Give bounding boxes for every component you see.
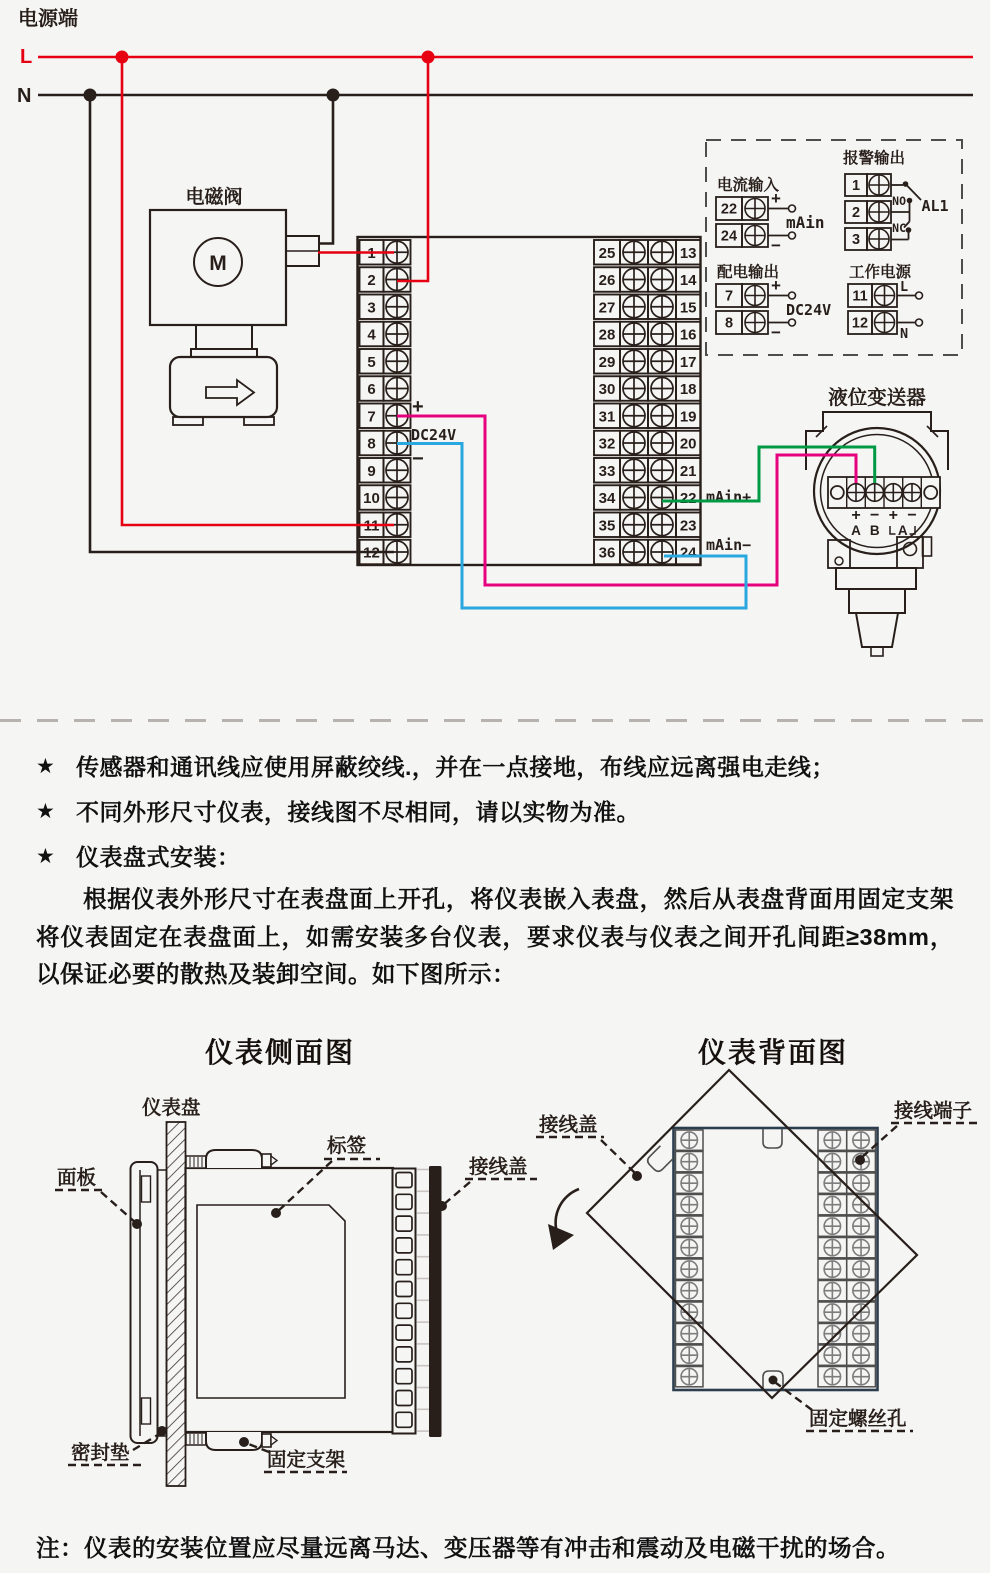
leader-dot — [271, 1208, 281, 1218]
terminal-number: 17 — [679, 353, 697, 371]
terminal-number: 8 — [724, 315, 734, 332]
screw-icon — [623, 378, 645, 400]
screw-icon — [824, 1347, 840, 1363]
screw-icon — [853, 1368, 869, 1384]
back-wire-cover-label: 接线盖 — [539, 1114, 598, 1136]
main-minus-label: mAin− — [706, 536, 752, 554]
po-label: DC24V — [786, 301, 832, 319]
transmitter-label: 液位变送器 — [828, 387, 926, 409]
screw-icon — [875, 286, 895, 306]
screw-icon — [386, 459, 408, 481]
screw-icon — [824, 1239, 840, 1255]
screw-icon — [651, 405, 673, 427]
terminal-number: 15 — [679, 299, 697, 317]
screw-icon — [651, 541, 673, 563]
note-text: 不同外形尺寸仪表，接线图不尽相同，请以实物为准。 — [76, 799, 640, 825]
io-panel — [706, 140, 962, 355]
back-terminal-label: 接线端子 — [894, 1100, 973, 1122]
terminal-number: 32 — [598, 435, 616, 453]
screw-icon — [623, 241, 645, 263]
current-input-group — [716, 175, 825, 255]
motor-label: M — [209, 252, 227, 275]
terminal-number: 8 — [367, 435, 376, 453]
terminal-number: 5 — [367, 353, 376, 371]
terminal-number: 11 — [852, 288, 868, 305]
terminal-number: 25 — [598, 244, 616, 262]
screw-icon — [681, 1261, 697, 1277]
screw-icon — [623, 514, 645, 536]
install-diagrams — [0, 1020, 990, 1520]
screw-icon — [853, 1304, 869, 1320]
screw-icon — [824, 1132, 840, 1148]
panel-board — [167, 1122, 186, 1486]
terminal-number: 20 — [679, 435, 697, 453]
star-icon: ★ — [36, 845, 55, 868]
work-power-title: 工作电源 — [849, 264, 912, 281]
screw-icon — [853, 1239, 869, 1255]
screw-icon — [651, 459, 673, 481]
terminal-number: 34 — [598, 490, 616, 507]
polarity: + — [851, 507, 861, 524]
terminal-number: 21 — [679, 462, 697, 480]
ci-label: mAin — [786, 213, 825, 232]
line-n-label: N — [17, 85, 32, 107]
screw-hole-label: 固定螺丝孔 — [809, 1408, 907, 1430]
ci-minus: − — [771, 236, 781, 255]
screw-icon — [853, 1175, 869, 1191]
gasket-label: 密封垫 — [71, 1442, 130, 1464]
screw-icon — [386, 487, 408, 509]
wp-l: L — [900, 279, 909, 295]
rotate-arrowhead-icon — [548, 1224, 574, 1250]
screw-icon — [681, 1368, 697, 1384]
star-icon: ★ — [36, 800, 55, 823]
terminal-number: 7 — [367, 408, 376, 426]
work-power-group — [848, 262, 923, 342]
power-rails — [17, 6, 973, 107]
screw-icon — [875, 313, 895, 333]
side-view-title: 仪表侧面图 — [204, 1038, 355, 1069]
screw-icon — [681, 1153, 697, 1169]
screw-icon — [853, 1218, 869, 1234]
terminal-number: 31 — [598, 408, 616, 426]
terminal-number: 29 — [598, 353, 616, 371]
screw-icon — [623, 296, 645, 318]
back-view-title: 仪表背面图 — [697, 1038, 848, 1069]
level-transmitter — [806, 386, 948, 656]
instrument-case — [186, 1168, 394, 1432]
wire-cover-label: 接线盖 — [469, 1156, 528, 1178]
panel-board-label: 仪表盘 — [142, 1097, 201, 1119]
notes-section — [36, 752, 966, 872]
screw-icon — [386, 378, 408, 400]
screw-icon — [885, 484, 903, 502]
leader-dot — [157, 1426, 167, 1436]
screw-icon — [623, 323, 645, 345]
screw-icon — [651, 378, 673, 400]
screw-icon — [651, 323, 673, 345]
screw-icon — [745, 199, 765, 219]
install-paragraph: 根据仪表外形尺寸在表盘面上开孔，将仪表嵌入表盘，然后从表盘背面用固定支架将仪表固定在表盘面上，如需安装多台仪表，要求仪表与仪表之间开孔间距≥38mm，以保证必要的散热及装卸空间。如下图所示： — [36, 886, 954, 987]
alarm-nc: NC — [892, 221, 906, 235]
screw-icon — [623, 459, 645, 481]
terminal-b: B — [869, 523, 880, 538]
alarm-output-group — [843, 148, 949, 250]
front-panel-label: 面板 — [57, 1167, 97, 1189]
screw-icon — [824, 1282, 840, 1298]
screw-icon — [869, 175, 889, 195]
screw-icon — [651, 296, 673, 318]
screw-icon — [853, 1325, 869, 1341]
gasket — [158, 1170, 167, 1436]
note-item — [36, 752, 966, 782]
dc-label: DC24V — [411, 426, 457, 444]
screw-icon — [866, 484, 884, 502]
screw-icon — [853, 1347, 869, 1363]
terminal-number: 12 — [851, 315, 869, 332]
power-output-group — [716, 262, 831, 342]
power-title: 电源端 — [18, 8, 78, 30]
screw-icon — [681, 1325, 697, 1341]
wiring-diagram — [0, 0, 990, 730]
screw-icon — [681, 1282, 697, 1298]
terminal-number: 33 — [598, 462, 616, 480]
screw-icon — [651, 241, 673, 263]
terminal-number: 3 — [851, 232, 861, 248]
screw-icon — [681, 1175, 697, 1191]
screw-icon — [824, 1218, 840, 1234]
main-plus-label: mAin+ — [706, 488, 752, 506]
top-bracket — [186, 1150, 277, 1168]
screw-icon — [651, 487, 673, 509]
terminal-number: 19 — [679, 408, 697, 426]
screw-icon — [869, 202, 889, 222]
terminal-number: 2 — [851, 205, 861, 221]
note-item — [36, 797, 966, 827]
screw-icon — [623, 487, 645, 509]
screw-icon — [386, 350, 408, 372]
bracket-label: 固定支架 — [267, 1449, 346, 1471]
polarity: − — [870, 507, 880, 524]
side-view — [55, 1096, 537, 1486]
terminal-number: 26 — [598, 272, 616, 289]
solenoid-valve — [150, 185, 319, 425]
screw-icon — [824, 1261, 840, 1277]
screw-icon — [623, 350, 645, 372]
alarm-name: AL1 — [921, 197, 949, 215]
screw-icon — [386, 323, 408, 345]
note-item — [36, 842, 966, 872]
bottom-bracket — [186, 1432, 277, 1450]
screw-icon — [623, 269, 645, 291]
terminal-number: 30 — [598, 381, 616, 398]
terminal-number: 24 — [679, 544, 697, 562]
screw-icon — [824, 1196, 840, 1212]
screw-icon — [651, 350, 673, 372]
alarm-title: 报警输出 — [843, 150, 906, 167]
polarity: − — [907, 507, 917, 524]
terminal-number: 2 — [367, 272, 376, 289]
polarity: + — [888, 507, 898, 524]
screw-icon — [681, 1196, 697, 1212]
terminal-number: 6 — [367, 381, 376, 398]
terminal-number: 12 — [363, 544, 380, 562]
terminal-number: 35 — [598, 517, 616, 535]
screw-icon — [745, 313, 765, 333]
leader-dot — [632, 1171, 642, 1181]
screw-icon — [853, 1282, 869, 1298]
terminal-number: 24 — [720, 228, 738, 245]
note-text: 传感器和通讯线应使用屏蔽绞线.，并在一点接地，布线应远离强电走线； — [76, 754, 835, 780]
terminal-number: 1 — [367, 244, 376, 262]
terminal-number: 10 — [363, 490, 380, 507]
dc-minus: − — [412, 448, 424, 470]
terminal-number: 3 — [367, 299, 376, 317]
screw-icon — [745, 286, 765, 306]
terminal-number: 27 — [598, 299, 616, 317]
front-panel — [131, 1162, 158, 1443]
leader-dot — [239, 1437, 249, 1447]
screw-icon — [386, 269, 408, 291]
terminal-number: 22 — [679, 490, 697, 507]
loop-label: A — [897, 523, 908, 538]
line-l-label: L — [20, 46, 33, 68]
dc-plus: + — [412, 396, 424, 418]
footer-note: 注：仪表的安装位置应尽量远离马达、变压器等有冲击和震动及电磁干扰的场合。 — [36, 1535, 900, 1561]
power-output-title: 配电输出 — [717, 264, 780, 281]
terminal-number: 22 — [720, 201, 738, 218]
terminal-number: 18 — [679, 381, 697, 398]
screw-icon — [681, 1239, 697, 1255]
screw-icon — [847, 484, 865, 502]
terminal-number: 36 — [598, 544, 616, 562]
alarm-no: NO — [892, 194, 906, 208]
ci-plus: + — [771, 189, 781, 208]
screw-icon — [853, 1132, 869, 1148]
back-view — [536, 1070, 977, 1431]
terminal-number: 28 — [598, 326, 616, 344]
terminal-number: 14 — [679, 272, 697, 289]
screw-icon — [651, 269, 673, 291]
screw-icon — [903, 484, 921, 502]
screw-icon — [651, 432, 673, 454]
screw-icon — [623, 541, 645, 563]
flow-arrow-icon — [206, 380, 254, 405]
star-icon: ★ — [36, 755, 55, 778]
screw-icon — [651, 514, 673, 536]
wp-n: N — [900, 326, 909, 342]
po-minus: − — [771, 323, 781, 342]
current-input-title: 电流输入 — [717, 177, 780, 194]
po-plus: + — [771, 276, 781, 295]
solenoid-label: 电磁阀 — [185, 187, 243, 208]
screw-icon — [869, 229, 889, 249]
section-divider — [0, 719, 990, 722]
screw-icon — [623, 405, 645, 427]
screw-icon — [824, 1368, 840, 1384]
terminal-a: A — [851, 523, 861, 538]
tag-label: 标签 — [327, 1135, 367, 1157]
screw-icon — [681, 1218, 697, 1234]
screw-icon — [386, 296, 408, 318]
screw-icon — [681, 1132, 697, 1148]
leader-dot — [437, 1201, 447, 1211]
screw-icon — [745, 226, 765, 246]
terminal-number: 23 — [679, 517, 697, 535]
leader-dot — [132, 1219, 142, 1229]
terminal-number: 11 — [363, 517, 380, 535]
terminal-number: 7 — [724, 288, 734, 305]
screw-icon — [853, 1261, 869, 1277]
screw-icon — [681, 1304, 697, 1320]
screw-icon — [623, 432, 645, 454]
screw-icon — [681, 1347, 697, 1363]
terminal-number: 9 — [367, 462, 376, 480]
leader-dot — [855, 1155, 865, 1165]
terminal-number: 16 — [679, 326, 697, 344]
terminal-number: 13 — [679, 244, 697, 262]
terminal-number: 4 — [367, 326, 376, 344]
screw-icon — [824, 1304, 840, 1320]
terminal-number: 1 — [851, 178, 861, 194]
note-text: 仪表盘式安装： — [76, 844, 241, 870]
